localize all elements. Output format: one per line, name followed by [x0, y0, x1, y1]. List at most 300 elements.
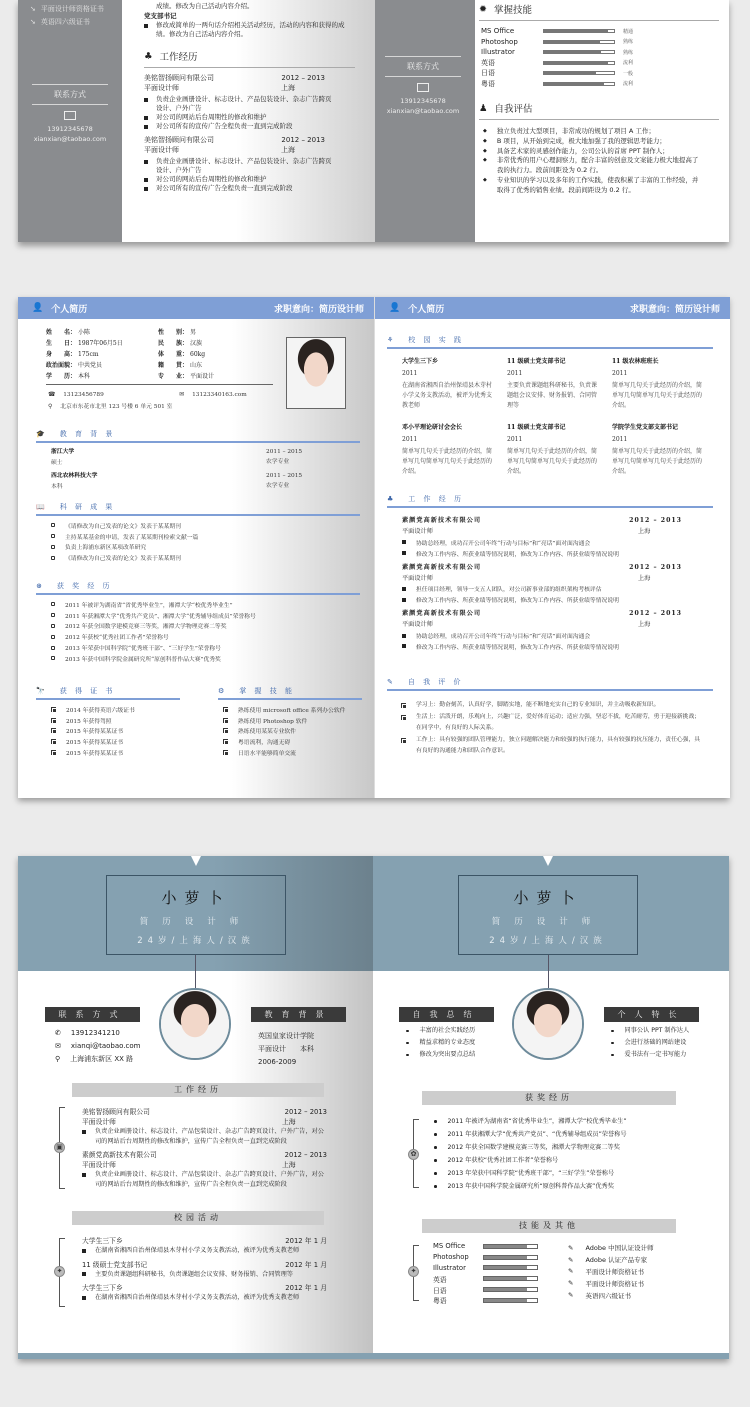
campus-item	[402, 423, 492, 477]
info-label: 籍 贯：	[158, 362, 189, 369]
awards-title: 获奖经历	[422, 1091, 676, 1105]
info-row	[158, 360, 258, 371]
left-sidebar	[18, 0, 122, 242]
eval-item: ◆ 独立负责过大型项目，非常成功的规划了项目 A 工作；	[483, 127, 719, 137]
eval-item: ◆ B 项目，从开始到完成，极大地加强了我的逻辑思考能力；	[483, 137, 719, 147]
campus-title: 大学生三下乡	[82, 1284, 123, 1292]
eval-item	[401, 735, 703, 757]
resume-spread-gray	[18, 0, 729, 242]
personal-info-left	[46, 327, 146, 382]
skill-level: 流利	[623, 81, 634, 88]
campus-year: 2011	[507, 436, 523, 443]
info-label: 生 日：	[46, 340, 77, 347]
job-sub	[402, 573, 682, 584]
skill-bar	[483, 1244, 538, 1249]
email: xianxian@taobao.com	[33, 135, 107, 143]
eval-text: 生活上：活泼开朗，乐观向上，兴趣广泛，爱好体育运动；适应力强，坚忍不拔，吃苦耐劳，勇于迎接新挑战；在同学中，有良好的人际关系。	[416, 714, 701, 731]
education-info: 英国皇家设计学院 平面设计 本科 2006-2009	[258, 1032, 314, 1066]
education-title: 教育背景	[251, 1007, 346, 1022]
location-icon: ⚲	[55, 1055, 61, 1063]
bullet-icon	[51, 635, 55, 639]
years: 2011 – 2015	[266, 473, 303, 479]
campus-title: 邓小平理论研讨会会长	[402, 424, 463, 431]
campus-year: 2011	[612, 370, 628, 377]
job-entry	[402, 515, 713, 559]
mail-icon: ✉	[55, 1042, 61, 1050]
award-icon: ✿	[408, 1149, 419, 1160]
email-row: ✉ xianqi@taobao.com	[55, 1040, 140, 1053]
years: 2011 – 2015	[266, 449, 303, 455]
bullet-icon	[51, 624, 55, 628]
skill-name: Photoshop	[433, 1253, 469, 1262]
pen-icon: ✎	[568, 1279, 574, 1288]
skill-bar	[483, 1276, 538, 1281]
contact-row: ☎ 13123456789 ✉ 13123340163.com	[48, 390, 247, 401]
bullet-icon	[51, 646, 55, 650]
skill-list	[433, 1241, 538, 1306]
user-icon: 👤	[32, 303, 44, 313]
cert-item	[51, 747, 180, 758]
skill-name: 粤语	[481, 79, 495, 88]
strength-item: 会进行基础的网站建设	[611, 1037, 689, 1049]
pen-icon: ✎	[568, 1291, 574, 1300]
job-entry	[82, 1107, 327, 1146]
section-education: 🎓 教 育 背 景 浙江大学 硕士 2011 – 2015 农学专业 西北农林科技大学 本科 2011 – 2015 农学专业	[36, 427, 360, 497]
cert-item	[568, 1289, 654, 1301]
city: 上海	[282, 1118, 296, 1126]
profile-photo	[512, 988, 584, 1060]
campus-item	[507, 423, 597, 477]
ribbon-icon: ➘	[30, 17, 36, 26]
activity-bullet: 修改成简单的一两句话介绍相关活动经历，活动的内容和获得的成绩。修改为自己活动内容介绍。	[144, 21, 355, 39]
skill-level: 一般	[623, 70, 634, 77]
campus-entry	[82, 1283, 327, 1303]
summary-item: 精益求精的专业态度	[406, 1037, 475, 1049]
years: 2012 – 2013	[629, 610, 682, 618]
education-item	[51, 471, 360, 495]
award-item	[51, 653, 360, 664]
cert-text: Adobe 中国认证设计师	[585, 1244, 654, 1253]
summary-title: 自我总结	[399, 1007, 494, 1022]
info-row	[46, 371, 146, 382]
company: 素颜党高新技术有限公司	[402, 517, 482, 524]
checkbox-icon	[51, 739, 56, 744]
checkbox-icon	[223, 728, 228, 733]
job-bullet	[402, 548, 713, 559]
awards-list	[434, 1115, 694, 1193]
info-value: 中共党员	[78, 362, 103, 369]
desc-text: 在湖南省湘西自治州保靖县木芽村小学义务支教活动，被评为优秀支教老师	[95, 1294, 300, 1301]
years: 2012 – 2013	[629, 563, 682, 571]
summary-list	[406, 1025, 475, 1061]
campus-desc: 简单写几句关于此经历的介绍，简单写几句简单写几句关于此经历的介绍。	[612, 448, 703, 475]
city: 上海	[282, 1161, 296, 1169]
name-box	[106, 875, 286, 955]
research-item	[51, 520, 360, 531]
skill-bar	[483, 1255, 538, 1260]
degree: 硕士	[51, 459, 63, 466]
job-entry	[82, 1150, 327, 1189]
skill-level: 流利	[623, 60, 634, 67]
cert-item	[568, 1254, 654, 1266]
checkbox-icon	[51, 728, 56, 733]
info-row	[46, 360, 146, 371]
pen-icon: ✎	[568, 1243, 574, 1252]
item-text: 主持某某基金的申请，发表了某某期刊检索文献一篇	[65, 534, 199, 541]
address-row: ⚲ 上海浦东新区 XX 路	[55, 1053, 140, 1066]
checkbox-icon	[223, 707, 228, 712]
info-value: 男	[190, 329, 197, 336]
cert-item: ➘ 英语四六级证书	[30, 17, 90, 26]
campus-title: 大学生三下乡	[402, 358, 439, 365]
campus-desc: 简单写几句关于此经历的介绍，简单写几句简单写几句关于此经历的介绍。	[507, 448, 598, 475]
campus-desc	[82, 1246, 327, 1256]
section-self-eval: ✎ 自 我 评 价 学习上：勤奋刻苦，认真好学，脚踏实地，能不断地充实自己的专业知识，并主动吸收新知识。 生活上：活泼开朗，乐观向上，兴趣广泛，爱好体育运动；适应力强，坚忍不拔，吃苦耐劳，勇于迎接新挑战；在同学中，有良好的人际关系。 工作上：具有较强的团队管理能力，独立问题解决能力和较强的执行能力，具有较强的抗压能力，责任心强，具有良好的沟通能力和团队合作意识。	[387, 675, 713, 758]
campus-entry	[82, 1236, 327, 1256]
campus-desc	[82, 1293, 327, 1303]
skill-bar	[543, 29, 615, 33]
desc-text: 在湖南省湘西自治州保靖县木芽村小学义务支教活动，被评为优秀支教老师	[95, 1247, 300, 1254]
section-work: ♣ 工作经历	[144, 49, 355, 68]
skill-row	[481, 79, 719, 90]
mail-icon: ✉	[179, 392, 185, 398]
cert-item	[51, 715, 180, 726]
resume-spread-blue	[18, 297, 729, 798]
info-value: 60kg	[190, 351, 206, 358]
skill-name: Photoshop	[481, 37, 518, 46]
item-text: 2011 年获湘潭大学“优秀共产党员”、湘潭大学“优秀辅导组成员”荣誉称号	[65, 613, 256, 620]
left-page: 成绩。修改为自己活动内容介绍。 党支部书记 修改成简单的一两句话介绍相关活动经历，活动的内容和获得的成绩。修改为自己活动内容介绍。 ♣ 工作经历 美铭智扬顾问有限公司 2012 – 2013 平面设计师 上海 负责企业画册设计、标志设计、产品包装设计、杂志广告跨页设计、户外广告 对公司的网站后台周期性的修改和维护 对公司所有的宣传广告全程负责一直到完成阶段 美铭智扬顾问有限公司 2012 – 2013 平面设计师 上海 负责企业画册设计、标志设计、产品包装设计、杂志广告跨页设计、户外广告 对公司的网站后台周期性的修改和维护 对公司所有的宣传广告全程负责一直到完成阶段	[122, 0, 375, 242]
cert-text: Adobe 认证产品专家	[585, 1256, 648, 1265]
company: 素颜党高新技术有限公司	[402, 563, 482, 571]
skill-name: MS Office	[481, 27, 515, 36]
pen-icon: ✎	[568, 1267, 574, 1276]
campus-desc	[82, 1270, 327, 1280]
bullet-icon	[51, 556, 55, 560]
eval-item: ◆ 具备艺术家的灵感创作能力，公司公认的首席 PPT 制作人；	[483, 147, 719, 157]
company: 素颜党高新技术有限公司	[82, 1151, 157, 1159]
campus-desc: 简单写几句关于此经历的介绍，简单写几句简单写几句关于此经历的介绍。	[402, 448, 493, 475]
profile-photo	[286, 337, 346, 409]
left-page	[18, 297, 374, 798]
info-value: 1987年06月5日	[78, 340, 123, 347]
award-item: 2011 年获湘潭大学“优秀共产党员”、“优秀辅导组成员”荣誉称号	[434, 1128, 694, 1141]
profile-photo	[159, 988, 231, 1060]
job-bullet	[402, 584, 713, 595]
campus-date: 2012 年 1 月	[285, 1284, 327, 1292]
info-label: 民 族：	[158, 340, 189, 347]
bullet-text: 协助总经理，成功召开公司年终“行动与目标”和“亮话”面对面沟通会	[416, 634, 591, 641]
job-desc	[82, 1170, 327, 1189]
campus-desc: 简单写几句关于此经历的介绍，简单写几句简单写几句关于此经历的介绍。	[612, 382, 703, 409]
campus-list	[82, 1236, 327, 1307]
desc-text: 负责企业画册设计、标志设计、产品包装设计、杂志广告跨页设计、户外广告，对公司的网站后台周期性的修改和维护，宣传广告全程负责一直到完成阶段	[95, 1128, 324, 1145]
eval-item: ◆ 专业知识的学习以及多年的工作实践，使我积累了丰富的工作经验，并取得了优秀的销售业绩。段前间距设为 0.2 行。	[483, 176, 719, 196]
info-row	[158, 327, 258, 338]
education-item	[51, 447, 360, 471]
candidate-role: 简历设计师	[139, 917, 253, 927]
campus-header	[82, 1260, 327, 1270]
award-item: 2013 年荣获中国科学院“优秀班干部”，“三好学生”荣誉称号	[434, 1167, 694, 1180]
award-item: 2012 年获校“优秀社团工作者”荣誉称号	[434, 1154, 694, 1167]
portrait	[514, 990, 582, 1058]
campus-date: 2012 年 1 月	[285, 1260, 327, 1269]
strength-item: 爱书法有一定书写能力	[611, 1049, 689, 1061]
job-header	[402, 608, 682, 619]
checkbox-icon	[223, 739, 228, 744]
award-item	[51, 621, 360, 632]
section-certs: 🔭 获 得 证 书 2014 年获得英语六级证书 2015 年获得驾照 2015 年获得某某证书 2015 年获得某某证书 2015 年获得某某证书	[36, 684, 180, 758]
skill-bar	[543, 50, 615, 54]
item-text: 2015 年获得某某证书	[66, 740, 124, 747]
info-label: 姓 名：	[46, 329, 77, 336]
major: 农学专业	[266, 459, 290, 465]
campus-desc: 在湖南省湘西自治州保靖县木芽村小学义务支教活动，被评为优秀支教老师	[402, 382, 493, 409]
job-entry: 美铭智扬顾问有限公司 2012 – 2013 平面设计师 上海 负责企业画册设计、标志设计、产品包装设计、杂志广告跨页设计、户外广告 对公司的网站后台周期性的修改和维护 对公司所有的宣传广告全程负责一直到完成阶段	[144, 136, 355, 193]
contact-title: 联系方式	[54, 90, 86, 99]
campus-item	[402, 357, 492, 411]
years: 2012 – 2013	[284, 1108, 327, 1116]
eval-list	[479, 127, 719, 196]
notch-triangle	[543, 856, 553, 866]
degree: 本科	[51, 483, 63, 490]
skill-level: 熟练	[623, 49, 634, 56]
candidate-details: 24岁/上海人/汉族	[137, 936, 255, 946]
campus-title: 11 级硕士党支部书记	[507, 424, 566, 431]
job-header	[402, 515, 682, 526]
role: 平面设计师	[402, 621, 433, 629]
job-desc	[82, 1127, 327, 1146]
item-text: 熟练使用 microsoft office 系列办公软件	[238, 707, 346, 714]
role: 平面设计师	[402, 528, 433, 535]
major: 农学专业	[266, 483, 290, 489]
campus-year: 2011	[402, 436, 418, 443]
people-icon: ⚘	[387, 336, 397, 344]
work-icon: ♣	[144, 50, 153, 62]
skill-item	[223, 715, 362, 726]
campus-title: 11 级硕士党支部书记	[507, 358, 566, 365]
address-row: ⚲ 北京市东花市北里 123 号楼 6 单元 501 室	[48, 402, 172, 413]
skill-item	[223, 726, 362, 737]
school: 浙江大学	[51, 449, 75, 455]
bullet-text: 担任项目经理，领导一支五人团队，对公司新事业部的组织架构考核评估	[416, 587, 602, 594]
skill-row	[433, 1252, 538, 1263]
job-bullet	[402, 594, 713, 605]
skills-title: 技能及其他	[422, 1219, 676, 1233]
resume-spread-slate	[18, 856, 729, 1359]
personal-info-right	[158, 327, 258, 382]
campus-header	[82, 1283, 327, 1293]
item-text: 日语水平能够简单交流	[238, 751, 296, 758]
info-label: 性 别：	[158, 329, 189, 336]
years: 2012 – 2013	[629, 517, 682, 524]
contact-card-icon	[417, 83, 429, 92]
award-item	[51, 599, 360, 610]
info-row	[158, 338, 258, 349]
skill-row	[433, 1273, 538, 1284]
skill-name: 日语	[433, 1286, 447, 1295]
campus-title: 校园活动	[72, 1211, 324, 1225]
skill-name: 英语	[481, 58, 495, 67]
medal-icon: ⊛	[36, 582, 45, 590]
item-text: 《请修改为自己发表的论文》发表于某某期刊	[65, 556, 181, 563]
cert-item	[568, 1266, 654, 1278]
checkbox-icon	[223, 750, 228, 755]
section-self-eval: ♟ 自我评估	[479, 101, 719, 120]
eval-item	[401, 712, 703, 734]
skill-item	[223, 736, 362, 747]
activity-title: 党支部书记	[144, 11, 177, 20]
checkbox-icon	[51, 718, 56, 723]
skill-name: MS Office	[433, 1242, 466, 1251]
campus-item	[612, 357, 702, 411]
strengths-title: 个人特长	[604, 1007, 699, 1022]
section-work: ♣ 工 作 经 历 素颜党高新技术有限公司 2012 – 2013 平面设计师 上海 协助总经理，成功召开公司年终“行动与目标”和“亮话”面对面沟通会 修改为工作内容、所获业绩等情况说明，修改为工作内容、所获业绩等情况说明 素颜党高新技术有限公司 2012 – 2013 平面设计师 上海 担任项目经理，领导一支五人团队，对公司新事业部的组织架构考核评估 修改为工作内容、所获业绩等情况说明，修改为工作内容、所获业绩等情况说明 素颜党高新技术有限公司 2012 – 2013 平面设计师 上海 协助总经理，成功召开公司年终“行动与目标”和“亮话”面对面沟通会 修改为工作内容、所获业绩等情况说明，修改为工作内容、所获业绩等情况说明	[387, 492, 713, 655]
skill-list	[479, 26, 719, 89]
info-value: 本科	[78, 373, 91, 380]
job-bullet	[402, 630, 713, 641]
book-icon: 📖	[36, 503, 48, 511]
location-icon: ⚲	[48, 404, 53, 410]
skill-row	[481, 26, 719, 37]
award-item: 2011 年被评为湖南省“省优秀毕业生”，湘潭大学“校优秀毕业生”	[434, 1115, 694, 1128]
info-label: 学 历：	[46, 373, 77, 380]
item-text: 《请修改为自己发表的论文》发表于某某期刊	[65, 523, 181, 530]
cert-item	[51, 736, 180, 747]
gear-icon: ✹	[479, 3, 487, 15]
campus-entry	[82, 1260, 327, 1280]
award-item	[51, 642, 360, 653]
bullet-icon	[51, 534, 55, 538]
role: 平面设计师	[402, 574, 433, 582]
desc-text: 负责企业画册设计、标志设计、产品包装设计、杂志广告跨页设计、户外广告，对公司的网站后台周期性的修改和维护，宣传广告全程负责一直到完成阶段	[95, 1171, 324, 1188]
years: 2012 – 2013	[284, 1151, 327, 1159]
work-title: 工作经历	[72, 1083, 324, 1097]
checkbox-icon	[223, 718, 228, 723]
info-row	[46, 349, 146, 360]
campus-title: 11 级硕士党支部书记	[82, 1260, 148, 1269]
cert-item	[568, 1242, 654, 1254]
phone: 13912345678	[47, 125, 93, 133]
briefcase-icon: ▣	[54, 1142, 65, 1153]
award-item: 2012 年获全国数学建模竞赛三等奖，湘潭大学物理竞赛二等奖	[434, 1141, 694, 1154]
work-list	[82, 1107, 327, 1193]
skill-name: Illustrator	[481, 48, 515, 57]
cert-item: ➘ 平面设计师资格证书	[30, 4, 104, 13]
campus-title: 学院学生党支部支部书记	[612, 424, 679, 431]
portrait	[287, 338, 345, 408]
cert-list	[568, 1242, 654, 1301]
job-sub	[82, 1117, 327, 1127]
job-sub	[402, 619, 682, 630]
item-text: 2014 年获得英语六级证书	[66, 707, 135, 714]
job-entry	[402, 562, 713, 606]
header-bar: 👤 个人简历 求职意向：简历设计师	[18, 297, 374, 319]
job-entry	[402, 608, 713, 652]
skill-bar	[543, 61, 615, 65]
lightbulb-icon: ✦	[54, 1266, 65, 1277]
info-label: 体 重：	[158, 351, 189, 358]
cert-text: 平面设计师资格证书	[585, 1267, 644, 1276]
edit-icon: ✎	[387, 678, 396, 686]
user-icon: 👤	[389, 303, 401, 313]
campus-year: 2011	[507, 370, 523, 377]
desc-text: 主要负责课题组科研秘书，负责课题组会议安排、财务报销、合同管理等	[95, 1270, 293, 1278]
info-label: 身 高：	[46, 351, 77, 358]
skill-item	[223, 704, 362, 715]
item-text: 粤语流利，沟通无碍	[238, 740, 291, 747]
skill-name: 粤语	[433, 1297, 447, 1306]
research-item	[51, 542, 360, 553]
portrait	[161, 990, 229, 1058]
notch-triangle	[191, 856, 201, 866]
item-text: 熟练使用 Photoshop 软件	[238, 718, 308, 725]
ribbon-icon: ➘	[30, 4, 36, 13]
certificate-icon: 🔭	[36, 687, 48, 695]
award-item	[51, 610, 360, 621]
name-box: 小萝卜 简历设计师 24岁/上海人/汉族	[458, 875, 638, 955]
skill-row	[481, 58, 719, 69]
job-bullet	[402, 537, 713, 548]
skill-row	[433, 1263, 538, 1274]
item-text: 2015 年获得某某证书	[66, 751, 124, 758]
bullet-icon	[51, 602, 55, 606]
person-icon: ♟	[479, 102, 488, 114]
phone-icon: ☎	[48, 392, 56, 398]
pen-icon: ✎	[568, 1255, 574, 1264]
eval-text: 学习上：勤奋刻苦，认真好学，脚踏实地，能不断地充实自己的专业知识，并主动吸收新知识。	[416, 702, 660, 708]
company: 素颜党高新技术有限公司	[402, 610, 482, 618]
skill-bar	[483, 1287, 538, 1292]
skill-item	[223, 747, 362, 758]
strength-item: 同事公认 PPT 制作达人	[611, 1025, 689, 1037]
bullet-text: 修改为工作内容、所获业绩等情况说明，修改为工作内容、所获业绩等情况说明	[416, 598, 619, 605]
skill-level: 熟练	[623, 39, 634, 46]
skill-row	[433, 1284, 538, 1295]
skill-bar	[543, 82, 615, 86]
right-page	[374, 297, 730, 798]
job-entry: 美铭智扬顾问有限公司 2012 – 2013 平面设计师 上海 负责企业画册设计、标志设计、产品包装设计、杂志广告跨页设计、户外广告 对公司的网站后台周期性的修改和维护 对公司所有的宣传广告全程负责一直到完成阶段	[144, 74, 355, 131]
bullet-icon	[51, 523, 55, 527]
skill-bar	[483, 1298, 538, 1303]
section-research: 📖 科 研 成 果 《请修改为自己发表的论文》发表于某某期刊 主持某某基金的申请，发表了某某期刊检索文献一篇 负责上海浦东新区某项改革研究 《请修改为自己发表的论文》发表于某某期刊	[36, 500, 360, 563]
city: 上海	[638, 574, 651, 582]
job-sub	[402, 526, 682, 537]
city: 上海	[638, 528, 651, 535]
gears-icon: ⚙	[218, 687, 228, 695]
campus-item	[612, 423, 702, 477]
checkbox-icon	[51, 750, 56, 755]
award-item: 2013 年获中国科学院金属研究所“原创科普作品大赛”优秀奖	[434, 1180, 694, 1193]
contact-title: 联系方式	[45, 1007, 140, 1022]
objective: 求职意向：简历设计师	[273, 304, 364, 315]
cert-item	[568, 1277, 654, 1289]
left-page	[18, 856, 374, 1359]
research-item	[51, 531, 360, 542]
job-sub	[82, 1160, 327, 1170]
right-page	[373, 856, 729, 1359]
cert-text: 英语四六级证书	[585, 1291, 631, 1300]
graduation-cap-icon: 🎓	[36, 430, 48, 438]
job-bullet	[402, 641, 713, 652]
skill-row	[481, 47, 719, 58]
skill-row	[481, 68, 719, 79]
campus-desc: 主要负责课题组科研秘书，负责课题组会议安排、财务报销、合同管理等	[507, 382, 598, 409]
campus-item	[507, 357, 597, 411]
item-text: 负责上海浦东新区某项改革研究	[65, 545, 147, 552]
info-value: 小陈	[78, 329, 91, 336]
skill-row	[433, 1241, 538, 1252]
